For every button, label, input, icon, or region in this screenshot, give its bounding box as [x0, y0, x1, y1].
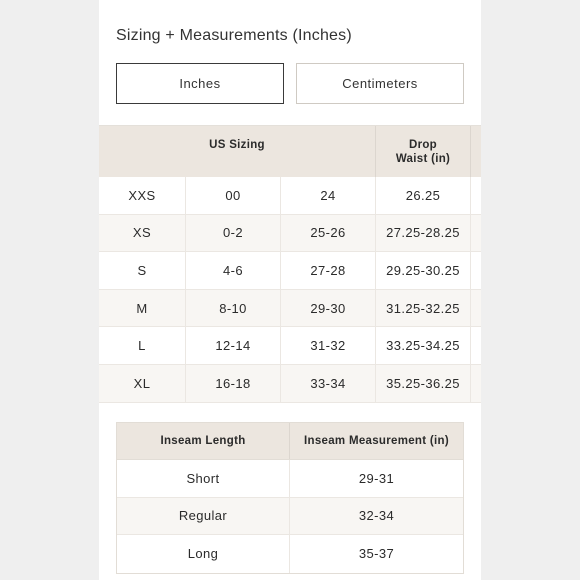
table-row [99, 177, 481, 215]
sizing-table-header [99, 126, 481, 177]
table-row [117, 460, 463, 498]
waist-cell: 29-30 [281, 290, 376, 327]
inseam-length-cell: Regular [117, 498, 290, 535]
size-cell: XS [99, 215, 186, 252]
table-row [117, 535, 463, 573]
drop-waist-header-line2: Waist (in) [395, 152, 451, 165]
waist-cell: 25-26 [281, 215, 376, 252]
overflow-cell [471, 327, 481, 364]
page-title: Sizing + Measurements (Inches) [116, 27, 352, 44]
sizing-table [99, 125, 481, 403]
inseam-length-header: Inseam Length [117, 423, 290, 459]
overflow-cell [471, 177, 481, 214]
inseam-measurement-cell: 29-31 [358, 470, 395, 486]
size-guide-panel [99, 0, 481, 580]
overflow-cell [471, 252, 481, 289]
drop-waist-cell: 26.25 [376, 177, 471, 214]
waist-cell: 27-28 [281, 252, 376, 289]
overflow-cell [471, 365, 481, 402]
overflow-cell [471, 290, 481, 327]
centimeters-button[interactable]: Centimeters [296, 63, 464, 104]
us-sizing-header: US Sizing [99, 126, 376, 177]
us-size-cell: 16-18 [186, 365, 281, 402]
size-cell: S [99, 252, 186, 289]
overflow-cell [471, 215, 481, 252]
size-cell: XXS [99, 177, 186, 214]
us-size-cell: 0-2 [186, 215, 281, 252]
inseam-length-cell: Short [117, 460, 290, 497]
header-overflow-cell [471, 126, 481, 177]
us-size-cell: 00 [186, 177, 281, 214]
drop-waist-cell: 31.25-32.25 [376, 290, 471, 327]
table-row [117, 498, 463, 536]
drop-waist-header-line1: Drop [408, 138, 437, 151]
inches-button[interactable]: Inches [116, 63, 284, 104]
us-size-cell: 8-10 [186, 290, 281, 327]
drop-waist-cell: 35.25-36.25 [376, 365, 471, 402]
drop-waist-cell: 29.25-30.25 [376, 252, 471, 289]
us-size-cell: 4-6 [186, 252, 281, 289]
drop-waist-header [376, 126, 471, 177]
drop-waist-cell: 27.25-28.25 [376, 215, 471, 252]
us-size-cell: 12-14 [186, 327, 281, 364]
table-row [99, 252, 481, 290]
table-row [99, 327, 481, 365]
waist-cell: 24 [281, 177, 376, 214]
size-cell: M [99, 290, 186, 327]
size-cell: XL [99, 365, 186, 402]
size-cell: L [99, 327, 186, 364]
drop-waist-cell: 33.25-34.25 [376, 327, 471, 364]
inseam-measurement-header: Inseam Measurement (in) [304, 435, 449, 447]
waist-cell: 33-34 [281, 365, 376, 402]
table-row [99, 215, 481, 253]
table-row [99, 365, 481, 403]
inseam-measurement-cell: 35-37 [358, 546, 395, 562]
inseam-table-header [117, 423, 463, 460]
waist-cell: 31-32 [281, 327, 376, 364]
inseam-measurement-cell: 32-34 [358, 508, 395, 524]
inseam-length-cell: Long [117, 535, 290, 573]
table-row [99, 290, 481, 328]
inseam-table [116, 422, 464, 574]
